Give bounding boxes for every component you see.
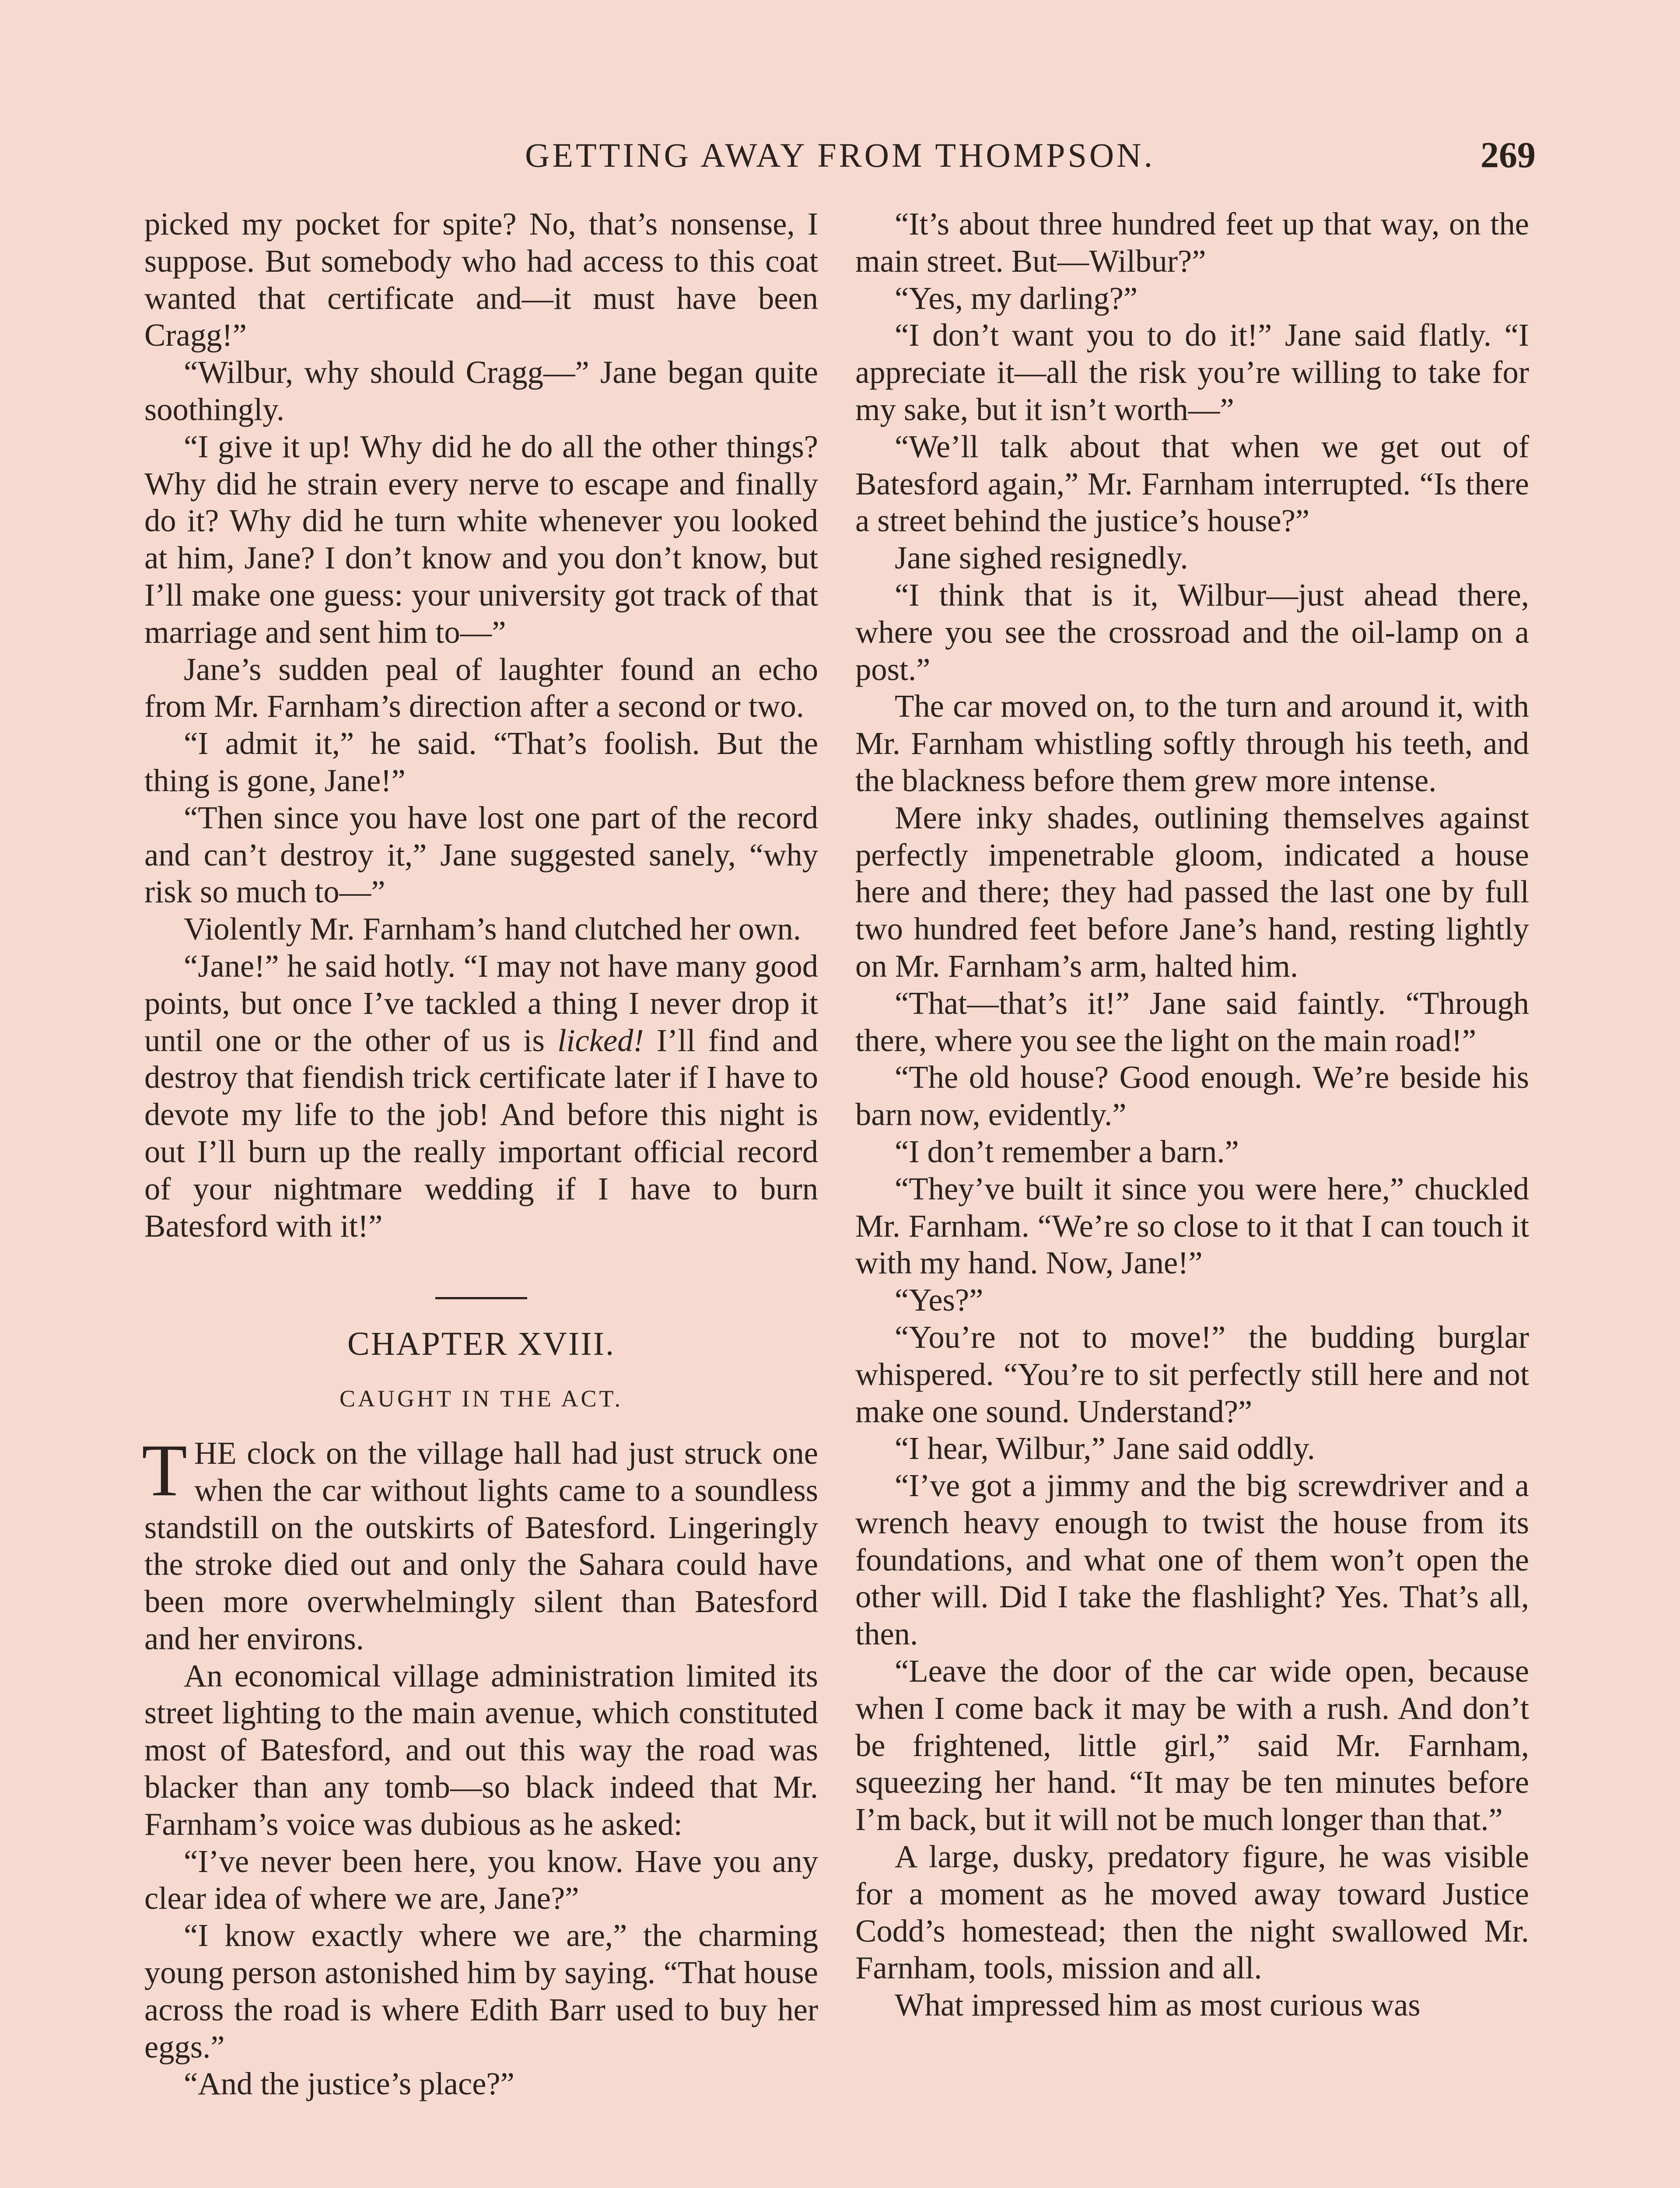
- paragraph: “Yes, my darling?”: [895, 280, 1138, 316]
- paragraph: “And the justice’s place?”: [184, 2066, 514, 2102]
- paragraph: [144, 948, 818, 1245]
- paragraph: “You’re not to move!” the budding burglar whispered. “You’re to sit perfectly still here and not make one sound. Understand?”: [855, 1319, 1529, 1429]
- paragraph: “That—that’s it!” Jane said faintly. “Through there, where you see the light on the main road!”: [855, 985, 1529, 1058]
- paragraph: “I’ve never been here, you know. Have you any clear idea of where we are, Jane?”: [144, 1843, 818, 1916]
- chapter-subtitle: CAUGHT IN THE ACT.: [340, 1385, 623, 1412]
- paragraph: The car moved on, to the turn and around it, with Mr. Farnham whistling softly through his teeth, and the blackness before them grew more intense.: [855, 688, 1529, 798]
- running-head: GETTING AWAY FROM THOMPSON.: [525, 136, 1155, 174]
- page-header: [144, 131, 1536, 179]
- page-number: 269: [1480, 135, 1536, 175]
- paragraph: Violently Mr. Farnham’s hand clutched her own.: [184, 911, 801, 947]
- drop-cap: T: [142, 1429, 187, 1511]
- paragraph: “Then since you have lost one part of the record and can’t destroy it,” Jane suggested sanely, “why risk so much to—”: [144, 799, 818, 910]
- paragraph: “I think that is it, Wilbur—just ahead there, where you see the crossroad and the oil-lamp on a post.”: [855, 577, 1529, 687]
- paragraph: “I don’t remember a barn.”: [895, 1133, 1239, 1169]
- paragraph: “Yes?”: [895, 1282, 984, 1318]
- paragraph: Jane sighed resignedly.: [895, 540, 1188, 576]
- paragraph: “I’ve got a jimmy and the big screwdriver and a wrench heavy enough to twist the house from its foundations, and what one of them won’t open the other will. Did I take the flashlight? Yes. That’s all, then.: [855, 1468, 1529, 1652]
- paragraph: “I hear, Wilbur,” Jane said oddly.: [895, 1431, 1315, 1466]
- paragraph: “The old house? Good enough. We’re beside his barn now, evidently.”: [855, 1059, 1529, 1133]
- opening-paragraph: [142, 1429, 818, 1658]
- paragraph: “I admit it,” he said. “That’s foolish. But the thing is gone, Jane!”: [144, 726, 818, 798]
- paragraph: “I give it up! Why did he do all the other things? Why did he strain every nerve to escape and finally do it? Why did he turn white whenever you looked at him, Jane? I don’t know and you don’t know, but I’ll make one guess: your university got track of that marriage and sent him to—”: [144, 428, 818, 650]
- paragraph: What impressed him as most curious was: [895, 1987, 1421, 2023]
- paragraph: “Wilbur, why should Cragg—” Jane began quite soothingly.: [144, 354, 818, 427]
- paragraph: “It’s about three hundred feet up that way, on the main street. But—Wilbur?”: [855, 206, 1529, 279]
- emphasis-text: licked!: [557, 1022, 644, 1058]
- paragraph: “I don’t want you to do it!” Jane said flatly. “I appreciate it—all the risk you’re willing to take for my sake, but it isn’t worth—”: [855, 317, 1529, 427]
- paragraph: “They’ve built it since you were here,” chuckled Mr. Farnham. “We’re so close to it that I can touch it with my hand. Now, Jane!”: [855, 1171, 1529, 1281]
- paragraph: “I know exactly where we are,” the charming young person astonished him by saying. “That house across the road is where Edith Barr used to buy her eggs.”: [144, 1918, 818, 2065]
- text-run: I’ll find and destroy that fiendish trick certificate later if I have to devote my life to the job! And before this night is out I’ll burn up the really important official record of your nightmare wedding if I have to burn Batesford with it!”: [144, 1022, 818, 1244]
- left-column: [144, 206, 818, 2103]
- paragraph: “We’ll talk about that when we get out of Batesford again,” Mr. Farnham interrupted. “Is there a street behind the justice’s house?”: [855, 428, 1529, 539]
- paragraph: A large, dusky, predatory figure, he was visible for a moment as he moved away toward Justice Codd’s homestead; then the night swallowed Mr. Farnham, tools, mission and all.: [855, 1839, 1529, 1986]
- paragraph: picked my pocket for spite? No, that’s nonsense, I suppose. But somebody who had access to this coat wanted that certificate and—it must have been Cragg!”: [144, 206, 818, 353]
- paragraph: “Leave the door of the car wide open, because when I come back it may be with a rush. And don’t be frightened, little girl,” said Mr. Farnham, squeezing her hand. “It may be ten minutes before I’m back, but it will not be much longer than that.”: [855, 1653, 1529, 1837]
- paragraph: Jane’s sudden peal of laughter found an echo from Mr. Farnham’s direction after a second or two.: [144, 651, 818, 724]
- chapter-title: CHAPTER XVIII.: [347, 1325, 615, 1363]
- right-column: [855, 206, 1529, 2024]
- text-run: “Jane!” he said hotly. “I may not have many good points, but once I’ve tackled a thing I never drop it until one or the other of us is: [144, 948, 818, 1058]
- text-run: HE clock on the village hall had just struck one when the car without lights came to a soundless standstill on the outskirts of Batesford. Lingeringly the stroke died out and only the Sahara could have been more overwhelmingly silent than Batesford and her environs.: [144, 1435, 818, 1656]
- paragraph: An economical village administration limited its street lighting to the main avenue, which constituted most of Batesford, and out this way the road was blacker than any tomb—so black indeed that Mr. Farnham’s voice was dubious as he asked:: [144, 1658, 818, 1842]
- paragraph: Mere inky shades, outlining themselves against perfectly impenetrable gloom, indicated a house here and there; they had passed the last one by full two hundred feet before Jane’s hand, resting lightly on Mr. Farnham’s arm, halted him.: [855, 799, 1529, 984]
- section-divider: [435, 1297, 527, 1299]
